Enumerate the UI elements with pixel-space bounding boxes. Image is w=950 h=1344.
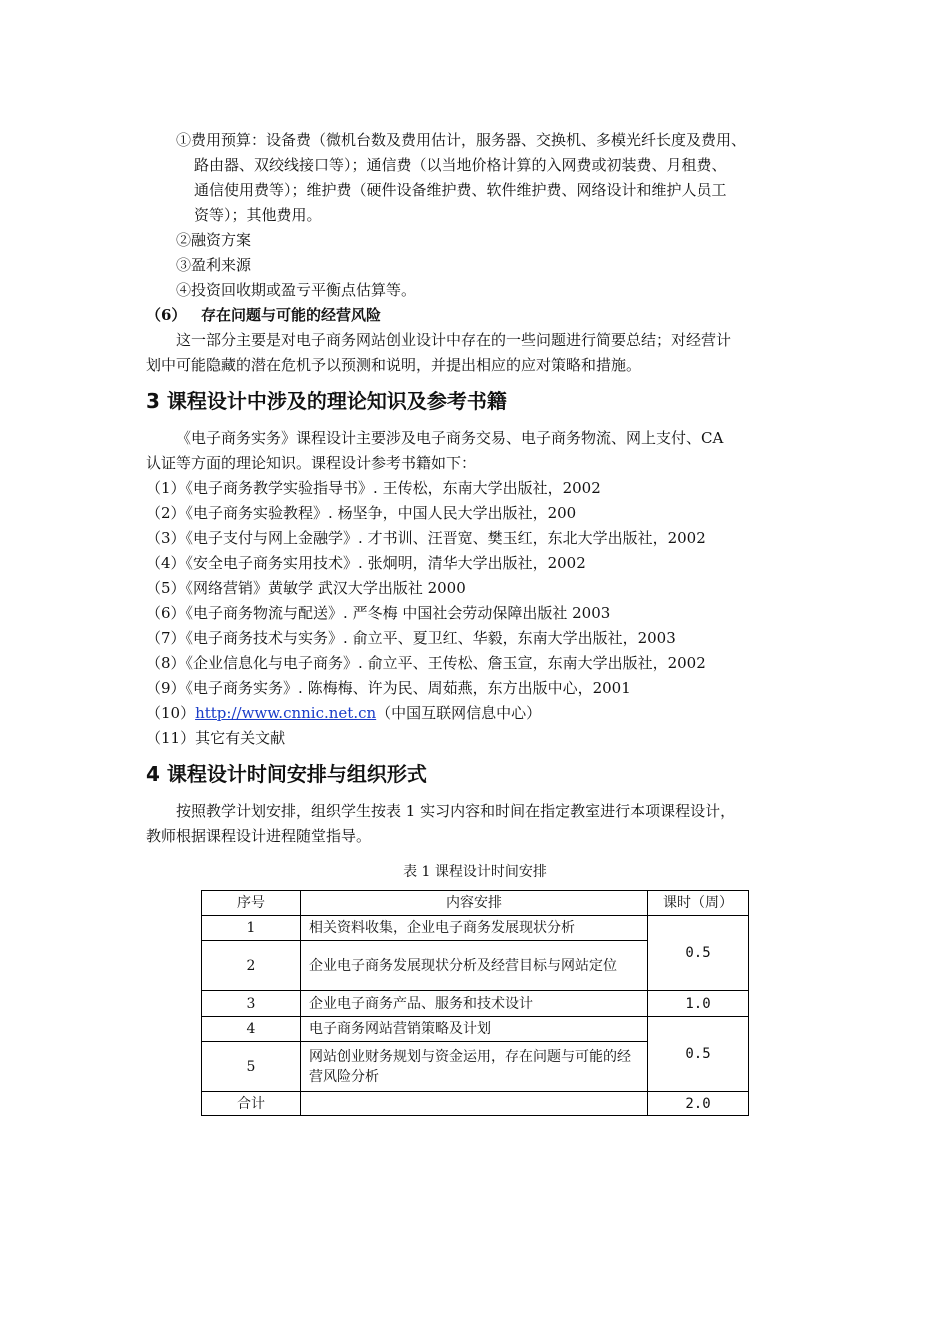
- total-content: [301, 1092, 648, 1116]
- row-content: 企业电子商务发展现状分析及经营目标与网站定位: [301, 941, 648, 991]
- reference-item: （1）《电子商务教学实验指导书》. 王传松，东南大学出版社，2002: [146, 479, 601, 497]
- reference-item: （9）《电子商务实务》. 陈梅梅、许为民、周茹燕，东方出版中心，2001: [146, 679, 631, 697]
- table-row: [202, 1017, 749, 1042]
- reference-item: （5）《网络营销》黄敏学 武汉大学出版社 2000: [146, 579, 466, 597]
- reference-item: （4）《安全电子商务实用技术》. 张炯明，清华大学出版社，2002: [146, 554, 586, 572]
- table-row: [202, 916, 749, 941]
- total-label: 合计: [202, 1092, 301, 1116]
- row-content: 网站创业财务规划与资金运用，存在问题与可能的经营风险分析: [301, 1042, 648, 1092]
- subsection-6-number: （6）: [146, 306, 187, 324]
- header-hours: 课时（周）: [648, 891, 749, 916]
- budget-line-3: 通信使用费等）；维护费（硬件设备维护费、软件维护费、网络设计和维护人员工: [194, 181, 727, 199]
- row-number: 1: [202, 916, 301, 941]
- row-number: 4: [202, 1017, 301, 1042]
- reference-item-11: （11）其它有关文献: [146, 729, 286, 747]
- row-content: 电子商务网站营销策略及计划: [301, 1017, 648, 1042]
- row-hours: 0.5: [648, 916, 749, 991]
- reference-item: （6）《电子商务物流与配送》. 严冬梅 中国社会劳动保障出版社 2003: [146, 604, 611, 622]
- header-content: 内容安排: [301, 891, 648, 916]
- cnnic-link[interactable]: http://www.cnnic.net.cn: [195, 704, 377, 722]
- budget-line-1: ①费用预算：设备费（微机台数及费用估计，服务器、交换机、多模光纤长度及费用、: [176, 131, 747, 149]
- reference-item: （8）《企业信息化与电子商务》. 俞立平、王传松、詹玉宣，东南大学出版社，2002: [146, 654, 706, 672]
- subsection-6-title: 存在问题与可能的经营风险: [201, 306, 382, 324]
- section-4-heading: 4 课程设计时间安排与组织形式: [146, 762, 427, 786]
- reference-10-suffix: （中国互联网信息中心）: [376, 704, 542, 722]
- row-content: 企业电子商务产品、服务和技术设计: [301, 991, 648, 1017]
- section-3-intro-line-2: 认证等方面的理论知识。课程设计参考书籍如下：: [146, 454, 477, 472]
- budget-line-4: 资等）；其他费用。: [194, 206, 322, 224]
- row-number: 3: [202, 991, 301, 1017]
- subsection-6-para-line-2: 划中可能隐藏的潜在危机予以预测和说明，并提出相应的应对策略和措施。: [146, 356, 642, 374]
- header-no: 序号: [202, 891, 301, 916]
- row-content: 相关资料收集，企业电子商务发展现状分析: [301, 916, 648, 941]
- row-number: 5: [202, 1042, 301, 1092]
- table-caption: 表 1 课程设计时间安排: [403, 864, 547, 880]
- schedule-table: [201, 890, 749, 1116]
- reference-10-prefix: （10）: [146, 704, 196, 722]
- table-header-row: [202, 891, 749, 916]
- table-total-row: [202, 1092, 749, 1116]
- row-hours: 1.0: [648, 991, 749, 1017]
- reference-item: （7）《电子商务技术与实务》. 俞立平、夏卫红、华毅，东南大学出版社，2003: [146, 629, 676, 647]
- subsection-6-para-line-1: 这一部分主要是对电子商务网站创业设计中存在的一些问题进行简要总结；对经营计: [176, 331, 732, 349]
- section-3-intro-line-1: 《电子商务实务》课程设计主要涉及电子商务交易、电子商务物流、网上支付、CA: [176, 429, 724, 447]
- budget-line-2: 路由器、双绞线接口等）；通信费（以当地价格计算的入网费或初装费、月租费、: [194, 156, 727, 174]
- item-payback: ④投资回收期或盈亏平衡点估算等。: [176, 281, 417, 299]
- total-hours: 2.0: [648, 1092, 749, 1116]
- section-3-heading: 3 课程设计中涉及的理论知识及参考书籍: [146, 389, 507, 413]
- table-row: [202, 991, 749, 1017]
- row-number: 2: [202, 941, 301, 991]
- row-hours: 0.5: [648, 1017, 749, 1092]
- reference-item: （2）《电子商务实验教程》. 杨坚争，中国人民大学出版社，200: [146, 504, 577, 522]
- section-4-intro-line-2: 教师根据课程设计进程随堂指导。: [146, 827, 372, 845]
- section-4-intro-line-1: 按照教学计划安排，组织学生按表 1 实习内容和时间在指定教室进行本项课程设计，: [176, 802, 736, 820]
- reference-item-10: [146, 703, 541, 723]
- item-financing: ②融资方案: [176, 231, 252, 249]
- item-profit-source: ③盈利来源: [176, 256, 252, 274]
- reference-item: （3）《电子支付与网上金融学》. 才书训、汪晋宽、樊玉红，东北大学出版社，2002: [146, 529, 706, 547]
